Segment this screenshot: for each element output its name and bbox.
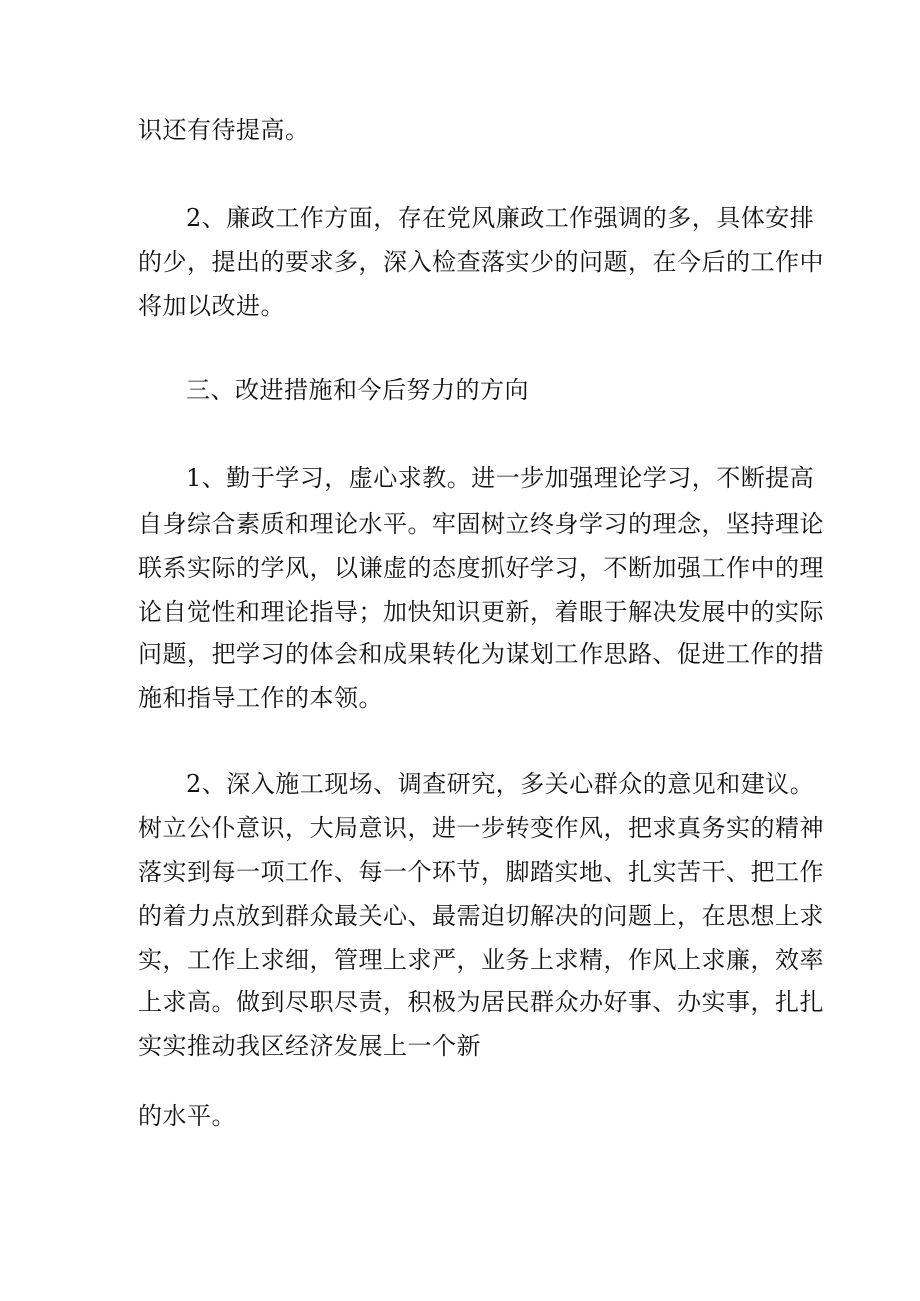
text-line: 落实到每一项工作、每一个环节，脚踏实地、扎实苦干、把工作	[138, 858, 824, 886]
text-line: 问题，把学习的体会和成果转化为谋划工作思路、促进工作的措	[138, 640, 824, 668]
text-line: 将加以改进。	[138, 292, 285, 320]
text-line: 上求高。做到尽职尽责，积极为居民群众办好事、办实事，扎扎	[138, 988, 824, 1016]
text-line: 的着力点放到群众最关心、最需迫切解决的问题上，在思想上求	[138, 902, 824, 930]
text-line: 施和指导工作的本领。	[138, 684, 383, 712]
text-line: 树立公仆意识，大局意识，进一步转变作风，把求真务实的精神	[138, 814, 824, 842]
text-line: 的水平。	[138, 1102, 236, 1130]
text-line: 识还有待提高。	[138, 116, 310, 144]
text-line: 论自觉性和理论指导；加快知识更新，着眼于解决发展中的实际	[138, 598, 824, 626]
text-line: 实实推动我区经济发展上一个新	[138, 1032, 481, 1060]
text-line: 自身综合素质和理论水平。牢固树立终身学习的理念，坚持理论	[138, 510, 824, 538]
text-line: 1、勤于学习，虚心求教。进一步加强理论学习，不断提高	[186, 464, 815, 492]
text-line: 实，工作上求细，管理上求严，业务上求精，作风上求廉，效率	[138, 946, 824, 974]
text-line: 2、深入施工现场、调查研究，多关心群众的意见和建议。	[186, 770, 815, 798]
text-line: 联系实际的学风，以谦虚的态度抓好学习，不断加强工作中的理	[138, 554, 824, 582]
text-line: 2、廉政工作方面，存在党风廉政工作强调的多，具体安排	[186, 204, 815, 232]
section-heading: 三、改进措施和今后努力的方向	[186, 376, 529, 404]
text-line: 的少，提出的要求多，深入检查落实少的问题，在今后的工作中	[138, 248, 824, 276]
